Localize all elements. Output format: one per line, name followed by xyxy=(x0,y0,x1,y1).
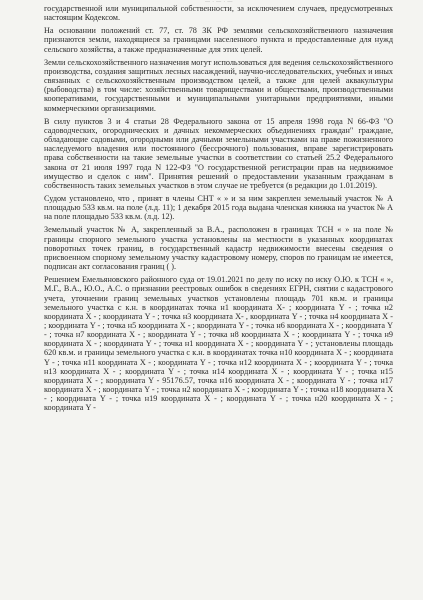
paragraph: Судом установлено, что , принят в члены СНТ « » и за ним закреплен земельный участок № А площадью 533 кв.м. на поле (л.д. 11); 1 декабря 2015 года выдана членская книжка на участок № А на поле площадью 533 кв.м. (л.д. 12). xyxy=(44,193,393,222)
paragraph: Земли сельскохозяйственного назначения могут использоваться для ведения сельскохозяйственного производства, создания защитных лесных насаждений, научно-исследовательских, учебных и иных связанных с сельскохозяйственным производством целей, а также для целей аквакультуры (рыбоводства) в том числе: хозяйственными товариществами и обществами, производственными кооперативами, государственными и муниципальными унитарными предприятиями, иными коммерческими организациями. xyxy=(44,57,393,113)
paragraph: Земельный участок № А, закрепленный за В.А., расположен в границах ТСН « » на поле № границы спорного земельного участка установлены на местности в указанных координатах поворотных точек границ, в государственный кадастр недвижимости внесены сведения о присвоенном спорному земельному участку кадастровому номеру, споров по границам не имеется, подписан акт согласования границ ( ). xyxy=(44,225,393,272)
scan-stamp: — · — · — xyxy=(205,0,233,5)
paragraph: В силу пунктов 3 и 4 статьи 28 Федерального закона от 15 апреля 1998 года N 66-ФЗ "О садоводческих, огороднических и дачных некоммерческих объединениях граждан" граждане, обладающие садовыми, огородными или дачными земельными участками на праве пожизненного наследуемого владения или постоянного (бессрочного) пользования, вправе зарегистрировать права собственности на такие земельные участки в соответствии со статьей 25.2 Федерального закона от 21 июля 1997 года N 122-ФЗ "О государственной регистрации прав на недвижимое имущество и сделок с ним". Принятия решений о предоставлении указанным гражданам в собственность таких земельных участков в этом случае не требуется (в редакции до 1.01.2019). xyxy=(44,116,393,190)
paragraph: На основании положений ст. 77, ст. 78 ЗК РФ землями сельскохозяйственного назначения признаются земли, находящиеся за границами населенного пункта и предоставленные для нужд сельского хозяйства, а также предназначенные для этих целей. xyxy=(44,26,393,54)
paragraph: Решением Емельяновского районного суда от 19.01.2021 по делу по иску по иску О.Ю. к ТСН « », М.Г., В.А., Ю.О., А.С. о признании реестровых ошибок в сведениях ЕГРН, снятии с кадастрового учета, уточнении границ земельных участков установлены площадь 701 кв.м. и границы земельного участка с к.н. в координатах точка н1 координата Х- ; координата Y - ; точка н2 координата Х - ; координата Y - ; точка н3 координата Х- , координата Y - ; точка н4 координата Х - ; координата Y - ; точка н5 координата Х - ; координата Y - ; точка н6 координата Х - ; координата Y - ; точка н7 координата Х - ; координата Y - ; точка н8 координата Х - ; координата Y - ; точка н9 координата Х - ; координата Y - ; точка н1 координата Х - ; координата Y - ; установлены площадь 620 кв.м. и границы земельного участка с к.н. в координатах точка н10 координата Х - ; координата Y - ; точка н11 координата Х - ; координата Y - ; точка н12 координата Х - ; координата Y - ; точка н13 координата Х - ; координата Y - ; точка н14 координата Х - ; координата Y - ; точка н15 координата Х - ; координата Y - 95176.57, точка н16 координата Х - ; координата Y - ; точка н17 координата Х - ; координата Y - ; точка н2 координата Х - ; координата Y - ; точка н18 координата Х - ; координата Y - ; точка н19 координата Х - ; координата Y - ; точка н20 координата Х - ; координата Y - xyxy=(44,275,393,413)
paragraph: государственной или муниципальной собственности, за исключением случаев, предусмотренных настоящим Кодексом. xyxy=(44,4,393,23)
document-body xyxy=(44,4,393,413)
